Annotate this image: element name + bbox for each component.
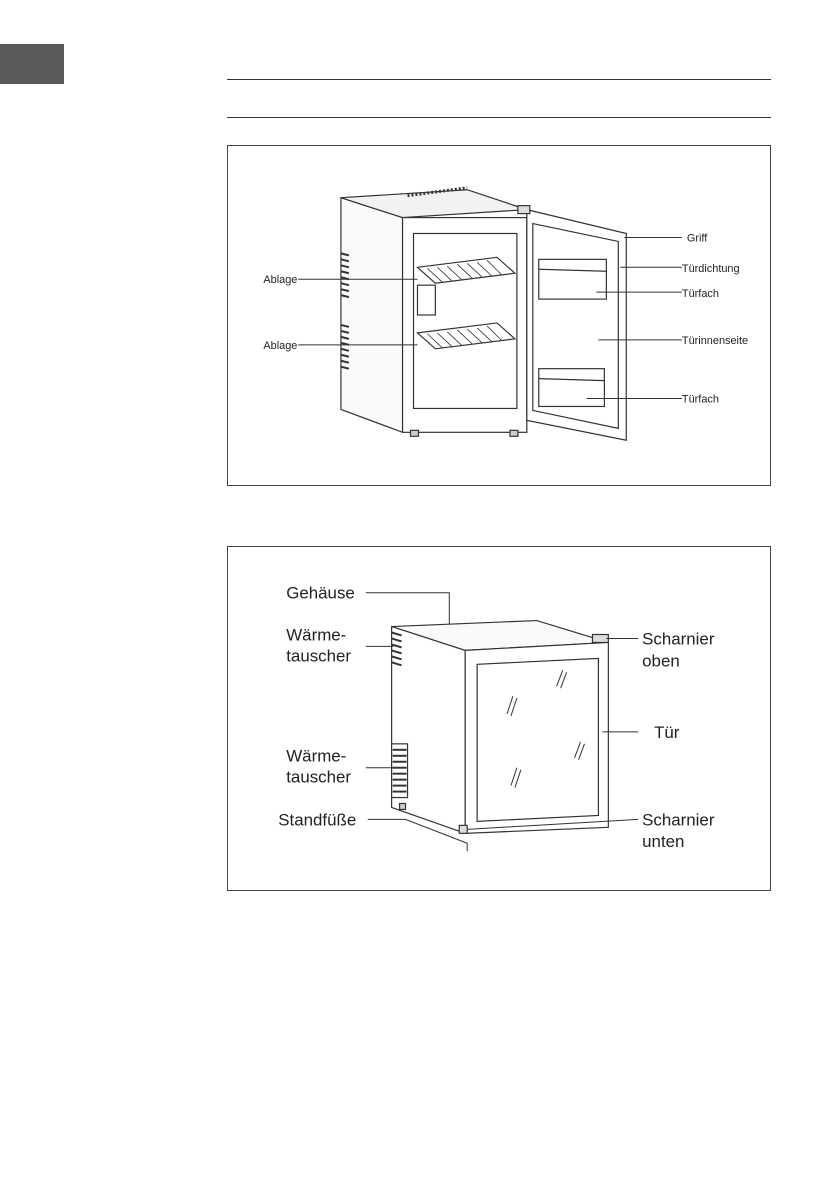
label-hinge-top-2: oben — [642, 651, 680, 671]
label-shelf-lower: Ablage — [263, 339, 298, 352]
header-rule-top — [227, 79, 771, 80]
figure-interior — [227, 145, 771, 486]
label-hinge-bottom-2: unten — [642, 832, 685, 852]
label-heat-exchanger-upper-1: Wärme- — [286, 625, 347, 645]
label-feet: Standfüße — [278, 810, 357, 830]
label-door-inside: Türinnenseite — [681, 334, 749, 347]
label-housing: Gehäuse — [286, 583, 355, 603]
label-door-seal: Türdichtung — [681, 263, 740, 276]
fridge-exterior-drawing — [228, 547, 770, 890]
fridge-interior-drawing — [228, 146, 770, 485]
label-hinge-bottom-1: Scharnier — [642, 810, 715, 830]
label-door-compartment-upper: Türfach — [681, 288, 719, 301]
figure-exterior — [227, 546, 771, 891]
label-hinge-top-1: Scharnier — [642, 629, 715, 649]
label-door: Tür — [654, 722, 680, 742]
label-shelf-upper: Ablage — [263, 274, 298, 287]
label-handle: Griff — [686, 232, 708, 245]
label-heat-exchanger-lower-2: tauscher — [286, 767, 352, 787]
label-door-compartment-lower: Türfach — [681, 393, 719, 406]
leader-housing — [366, 593, 450, 625]
language-tab — [0, 44, 64, 84]
header-rule-bottom — [227, 117, 771, 118]
label-heat-exchanger-upper-2: tauscher — [286, 646, 352, 666]
label-heat-exchanger-lower-1: Wärme- — [286, 746, 347, 766]
